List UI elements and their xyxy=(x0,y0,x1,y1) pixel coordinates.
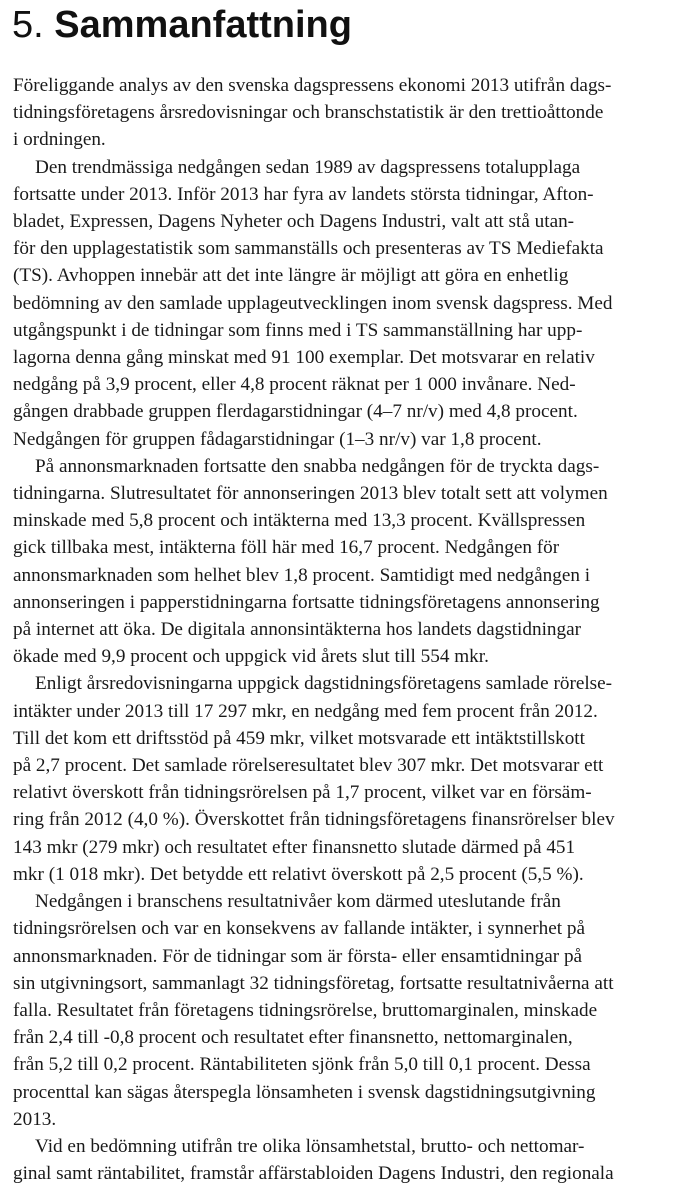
text-line: Nedgången för gruppen fådagarstidningar (1–3 nr/v) var 1,8 procent. xyxy=(13,428,542,450)
paragraph-2 xyxy=(13,154,663,453)
text-line: utgångspunkt i de tidningar som finns med i TS sammanställning har upp- xyxy=(13,319,583,341)
text-line: i ordningen. xyxy=(13,129,106,151)
text-line: från 2,4 till -0,8 procent och resultatet efter finansnetto, nettomarginalen, xyxy=(13,1027,573,1049)
text-line: nedgång på 3,9 procent, eller 4,8 procent räknat per 1 000 invånare. Ned- xyxy=(13,374,576,396)
text-line: från 5,2 till 0,2 procent. Räntabiliteten sjönk från 5,0 till 0,1 procent. Dessa xyxy=(13,1054,591,1076)
text-line: annonsmarknaden som helhet blev 1,8 procent. Samtidigt med nedgången i xyxy=(13,564,591,586)
text-line: Den trendmässiga nedgången sedan 1989 av dagspressens totalupplaga xyxy=(35,156,581,178)
text-line: mkr (1 018 mkr). Det betydde ett relativt överskott på 2,5 procent (5,5 %). xyxy=(13,863,584,885)
section-number: 5. xyxy=(12,4,44,46)
text-line: Nedgången i branschens resultatnivåer kom därmed uteslutande från xyxy=(35,891,561,913)
paragraph-5 xyxy=(13,888,663,1133)
text-line: minskade med 5,8 procent och intäkterna med 13,3 procent. Kvällspressen xyxy=(13,510,586,532)
text-line: bedömning av den samlade upplageutvecklingen inom svensk dagspress. Med xyxy=(13,292,613,314)
text-line: på internet att öka. De digitala annonsintäkterna hos landets dagstidningar xyxy=(13,619,581,641)
text-line: gången drabbade gruppen flerdagarstidningar (4–7 nr/v) med 4,8 procent. xyxy=(13,401,578,423)
summary-body xyxy=(13,72,663,1187)
text-line: ring från 2012 (4,0 %). Överskottet från tidningsföretagens finansrörelser blev xyxy=(13,809,615,831)
text-line: falla. Resultatet från företagens tidningsrörelse, bruttomarginalen, minskade xyxy=(13,999,598,1021)
text-line: procenttal kan sägas återspegla lönsamheten i svensk dagstidningsutgivning xyxy=(13,1081,596,1103)
text-line: tidningarna. Slutresultatet för annonseringen 2013 blev totalt sett att volymen xyxy=(13,483,608,505)
text-line: annonseringen i papperstidningarna fortsatte tidningsföretagens annonsering xyxy=(13,591,600,613)
text-line: Enligt årsredovisningarna uppgick dagstidningsföretagens samlade rörelse- xyxy=(35,673,613,695)
text-line: sin utgivningsort, sammanlagt 32 tidningsföretag, fortsatte resultatnivåerna att xyxy=(13,972,614,994)
text-line: Vid en bedömning utifrån tre olika lönsamhetstal, brutto- och nettomar- xyxy=(35,1135,585,1157)
text-line: 2013. xyxy=(13,1108,57,1130)
text-line: gick tillbaka mest, intäkterna föll här med 16,7 procent. Nedgången för xyxy=(13,537,560,559)
text-line: lagorna denna gång minskat med 91 100 exemplar. Det motsvarar en relativ xyxy=(13,347,595,369)
text-line: annonsmarknaden. För de tidningar som är första- eller ensamtidningar på xyxy=(13,945,583,967)
text-line: på 2,7 procent. Det samlade rörelseresultatet blev 307 mkr. Det motsvarar ett xyxy=(13,755,604,777)
text-line: ökade med 9,9 procent och uppgick vid årets slut till 554 mkr. xyxy=(13,646,489,668)
text-line: På annonsmarknaden fortsatte den snabba nedgången för de tryckta dags- xyxy=(35,455,600,477)
text-line: relativt överskott från tidningsrörelsen på 1,7 procent, vilket var en försäm- xyxy=(13,782,592,804)
paragraph-1 xyxy=(13,72,663,154)
paragraph-6 xyxy=(13,1133,663,1187)
text-line: intäkter under 2013 till 17 297 mkr, en nedgång med fem procent från 2012. xyxy=(13,700,598,722)
text-line: tidningsrörelsen och var en konsekvens av fallande intäkter, i synnerhet på xyxy=(13,918,586,940)
text-line: fortsatte under 2013. Inför 2013 har fyra av landets största tidningar, Afton- xyxy=(13,183,594,205)
text-line: (TS). Avhoppen innebär att det inte längre är möjligt att göra en enhetlig xyxy=(13,265,569,287)
text-line: 143 mkr (279 mkr) och resultatet efter finansnetto slutade därmed på 451 xyxy=(13,836,576,858)
section-title: Sammanfattning xyxy=(54,4,352,46)
text-line: tidningsföretagens årsredovisningar och branschstatistik är den trettioåttonde xyxy=(13,102,604,124)
text-line: för den upplagestatistik som sammanställs och presenteras av TS Mediefakta xyxy=(13,238,604,260)
text-line: Föreliggande analys av den svenska dagspressens ekonomi 2013 utifrån dags- xyxy=(13,75,612,96)
paragraph-3 xyxy=(13,453,663,671)
text-line: ginal samt räntabilitet, framstår affärstabloiden Dagens Industri, den regionala xyxy=(13,1163,614,1185)
text-line: Till det kom ett driftsstöd på 459 mkr, vilket motsvarade ett intäktstillskott xyxy=(13,727,585,749)
section-heading xyxy=(12,2,352,48)
text-line: bladet, Expressen, Dagens Nyheter och Dagens Industri, valt att stå utan- xyxy=(13,211,575,233)
paragraph-4 xyxy=(13,670,663,888)
